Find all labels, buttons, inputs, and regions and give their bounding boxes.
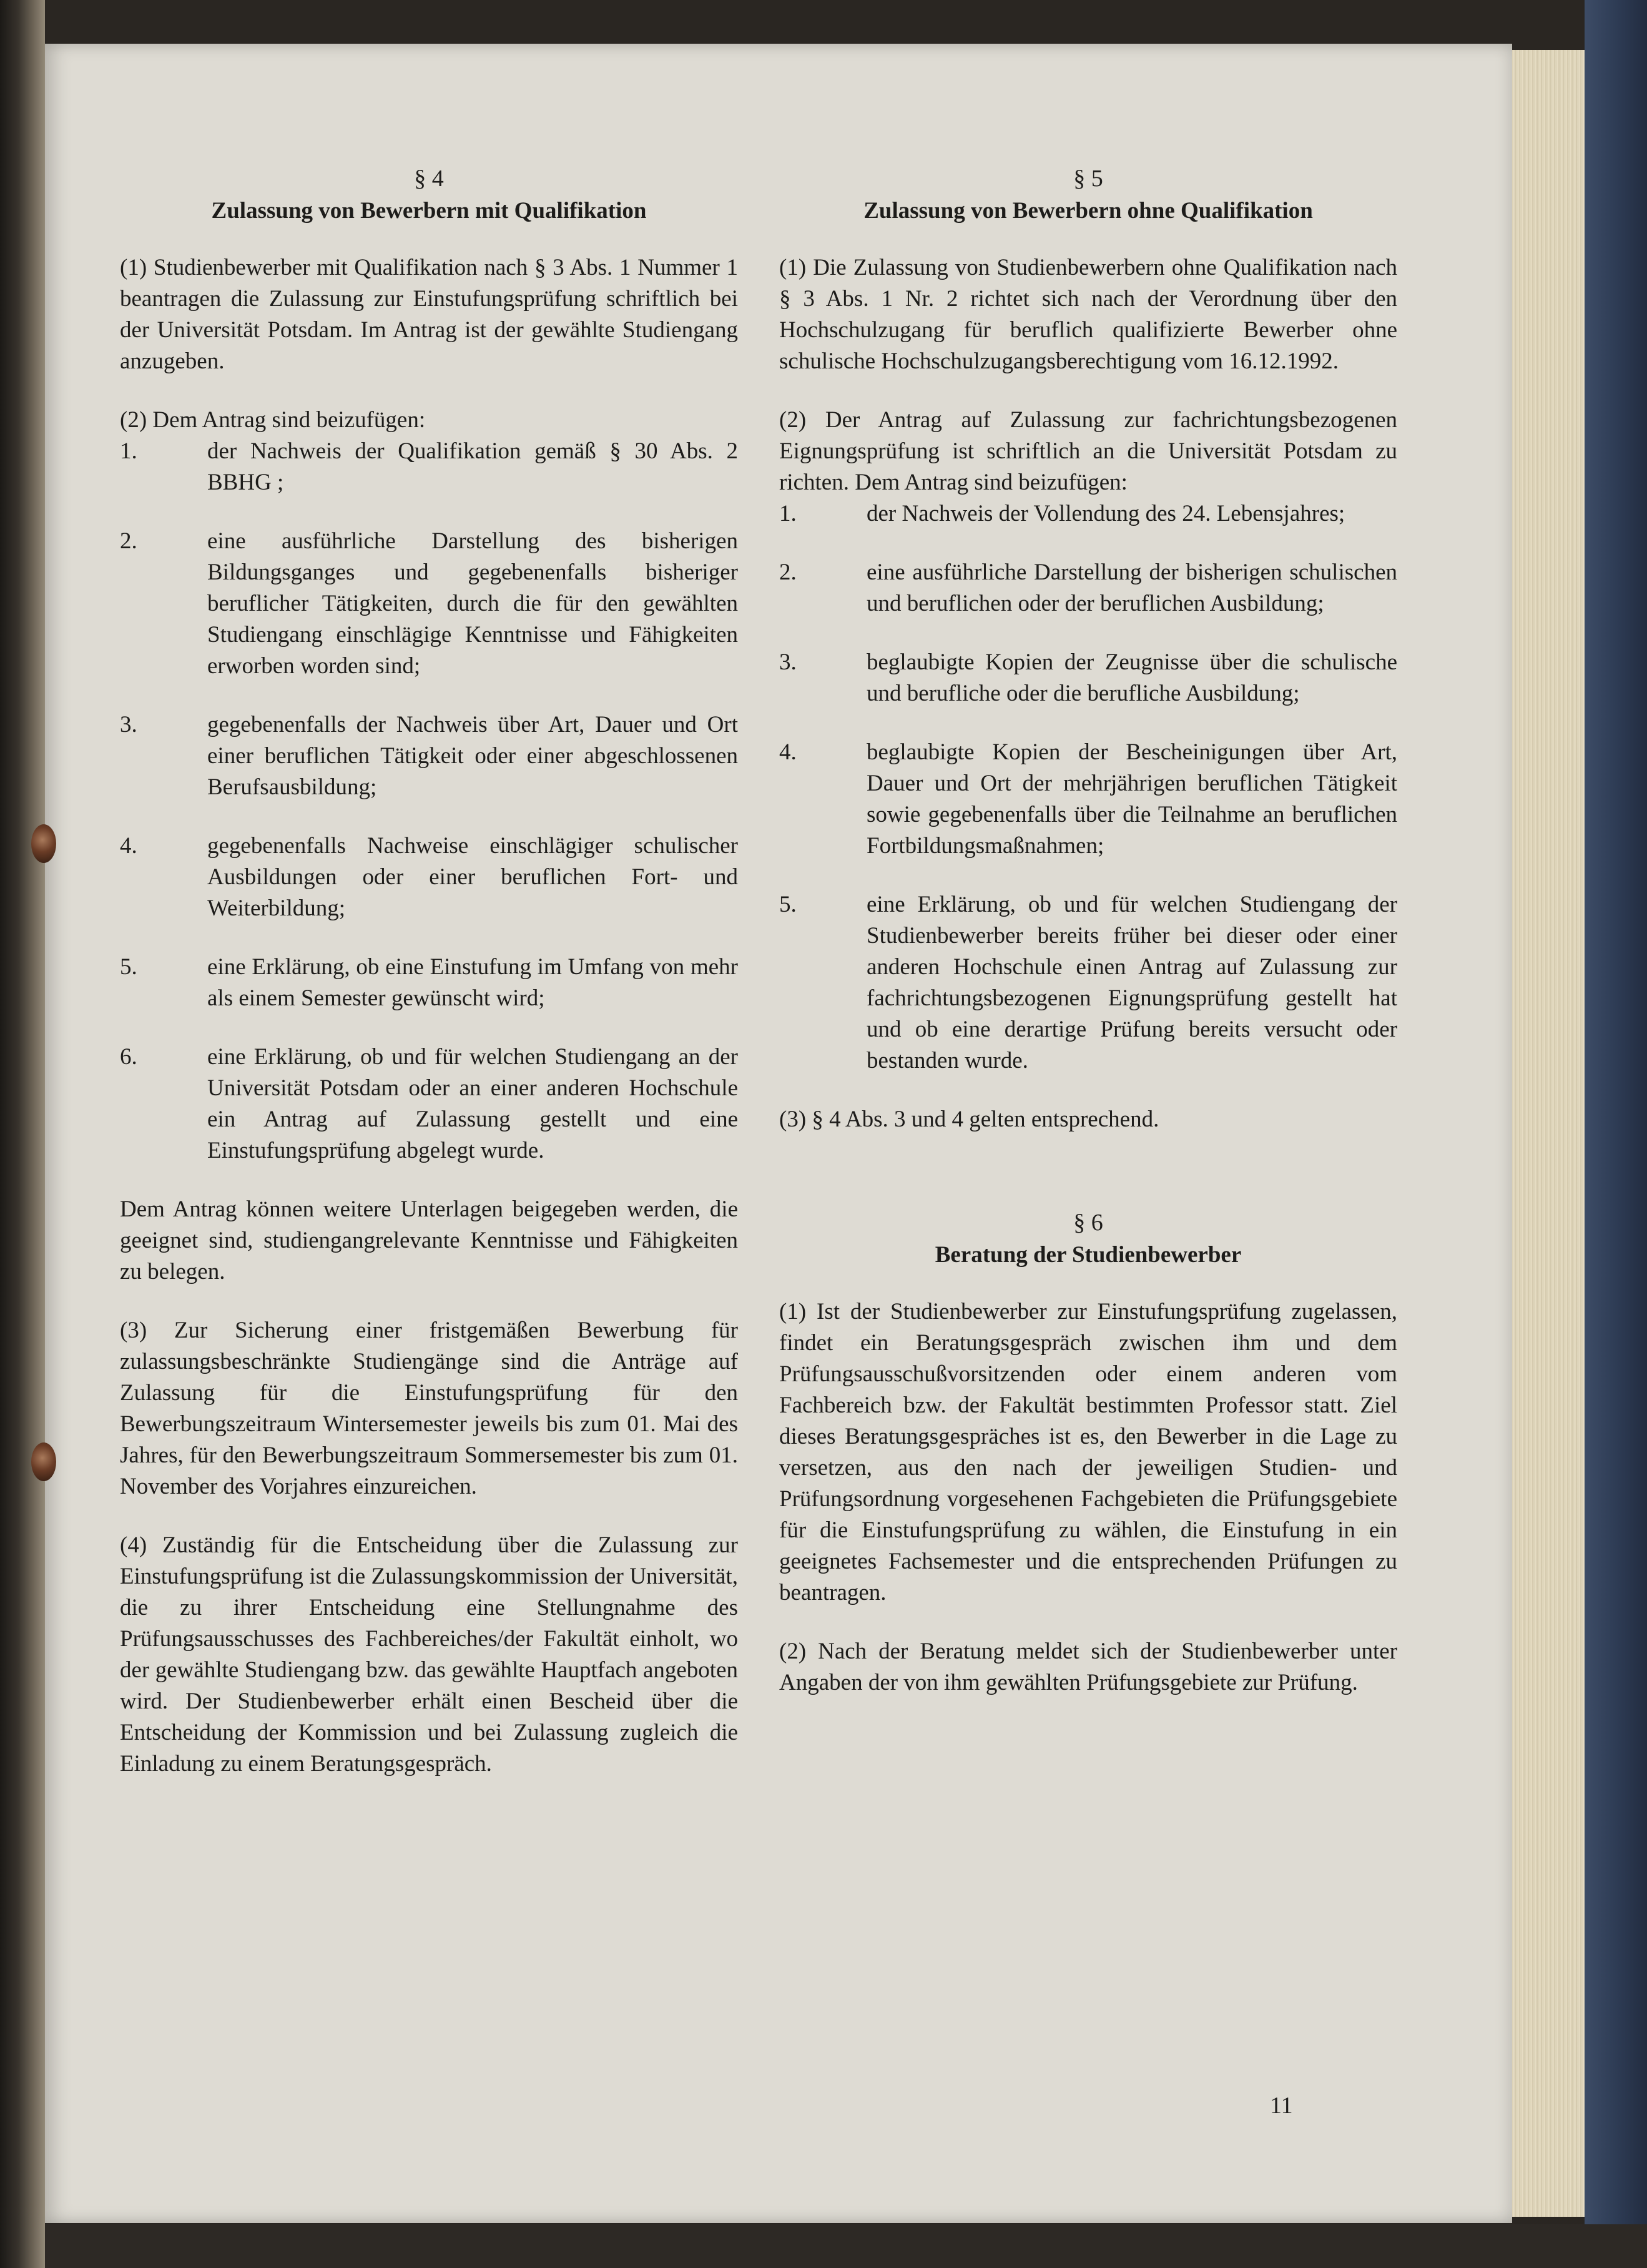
list-item-number: 4.	[120, 833, 137, 859]
list-item-number: 2.	[120, 528, 137, 554]
page-edges	[1512, 50, 1587, 2217]
list-item	[120, 436, 738, 498]
paragraph: (4) Zuständig für die Entscheidung über die Zulassung zur Einstufungsprüfung ist die Zulassungskommission der Universität, die zu ihrer Entscheidung eine Stellungnahme des Prüfungsausschusses des Fachbereiches/der Fakultät einholt, wo der gewählte Studiengang bzw. das gewählte Hauptfach angeboten wird. Der Studienbewerber erhält einen Bescheid über die Entscheidung der Kommission und bei Zulassung zugleich die Einladung zu einem Beratungsgespräch.	[120, 1532, 738, 1777]
list-item-text: beglaubigte Kopien der Zeugnisse über die schulische und berufliche oder die berufliche Ausbildung;	[867, 649, 1397, 706]
section-spacer	[779, 1163, 1397, 1206]
left-column	[120, 162, 738, 1807]
book-bottom-edge	[45, 2224, 1647, 2268]
paragraph: (1) Ist der Studienbewerber zur Einstufungsprüfung zugelassen, findet ein Beratungsgespräch zwischen ihm und dem Prüfungsausschußvorsitzenden oder einem anderen vom Fachbereich bzw. der Fakultät bestimmten Professor statt. Ziel dieses Beratungsgespräches ist es, den Bewerber in die Lage zu versetzen, aus den nach der jeweiligen Studien- und Prüfungsordnung vorgesehenen Fachgebieten die Prüfungsgebiete für die Einstufungsprüfung zu wählen, die Einstufung in ein geeignetes Fachsemester und die entsprechenden Prüfungen zu beantragen.	[779, 1299, 1397, 1605]
list-item-text: eine ausführliche Darstellung der bisherigen schulischen und beruflichen oder der beruflichen Ausbildung;	[867, 560, 1397, 616]
paragraph: (2) Dem Antrag sind beizufügen:	[120, 407, 426, 433]
list-item	[779, 557, 1397, 619]
section-title: Zulassung von Bewerbern mit Qualifikation	[211, 198, 647, 224]
list-item-number: 1.	[779, 501, 797, 526]
list-item-number: 1.	[120, 438, 137, 464]
section-number: § 6	[1073, 1210, 1103, 1236]
list-item-number: 3.	[779, 649, 797, 675]
binder-ring-hole	[31, 824, 56, 863]
list-item	[779, 647, 1397, 709]
list-item-text: eine Erklärung, ob und für welchen Studiengang der Studienbewerber bereits früher bei dieser oder einer anderen Hochschule einen Antrag auf Zulassung zur fachrichtungsbezogenen Eignungsprüfung gestellt hat und ob eine derartige Prüfung bereits versucht oder bestanden wurde.	[867, 892, 1397, 1073]
list-item-text: der Nachweis der Vollendung des 24. Lebensjahres;	[867, 501, 1345, 526]
list-item-number: 5.	[120, 954, 137, 980]
list-item-text: beglaubigte Kopien der Bescheinigungen über Art, Dauer und Ort der mehrjährigen beruflichen Tätigkeit sowie gegebenenfalls über die Teilnahme an beruflichen Fortbildungsmaßnahmen;	[867, 739, 1397, 859]
paragraph: (2) Nach der Beratung meldet sich der Studienbewerber unter Angaben der von ihm gewählten Prüfungsgebiete zur Prüfung.	[779, 1639, 1397, 1695]
section-number: § 4	[414, 165, 444, 192]
paragraph: (3) § 4 Abs. 3 und 4 gelten entsprechend.	[779, 1107, 1159, 1132]
section-title: Beratung der Studienbewerber	[935, 1242, 1242, 1268]
book-cover-right	[1585, 0, 1647, 2268]
list-item	[779, 737, 1397, 862]
document-page	[45, 44, 1512, 2223]
list-item-text: der Nachweis der Qualifikation gemäß § 30 Abs. 2 BBHG ;	[207, 438, 738, 495]
paragraph: (1) Studienbewerber mit Qualifikation nach § 3 Abs. 1 Nummer 1 beantragen die Zulassung zur Einstufungsprüfung schriftlich bei der Universität Potsdam. Im Antrag ist der gewählte Studiengang anzugeben.	[120, 255, 738, 374]
binder-ring-hole	[31, 1442, 56, 1481]
list-item-text: eine Erklärung, ob eine Einstufung im Umfang von mehr als einem Semester gewünscht wird;	[207, 954, 738, 1011]
list-item	[120, 1042, 738, 1166]
paragraph: (2) Der Antrag auf Zulassung zur fachrichtungsbezogenen Eignungsprüfung ist schriftlich an die Universität Potsdam zu richten. Dem Antrag sind beizufügen:	[779, 407, 1397, 495]
right-column	[779, 162, 1397, 1726]
paragraph: (3) Zur Sicherung einer fristgemäßen Bewerbung für zulassungsbeschränkte Studiengänge sind die Anträge auf Zulassung für die Einstufungsprüfung für den Bewerbungszeitraum Wintersemester jeweils bis zum 01. Mai des Jahres, für den Bewerbungszeitraum Sommersemester bis zum 01. November des Vorjahres einzureichen.	[120, 1318, 738, 1499]
paragraph: Dem Antrag können weitere Unterlagen beigegeben werden, die geeignet sind, studiengangrelevante Kenntnisse und Fähigkeiten zu belegen.	[120, 1196, 738, 1284]
list-item-text: eine Erklärung, ob und für welchen Studiengang an der Universität Potsdam oder an einer anderen Hochschule ein Antrag auf Zulassung gestellt und eine Einstufungsprüfung abgelegt wurde.	[207, 1044, 738, 1163]
list-item	[120, 952, 738, 1014]
list-item	[120, 709, 738, 803]
book-binding-left	[0, 0, 45, 2268]
list-item	[120, 526, 738, 682]
paragraph: (1) Die Zulassung von Studienbewerbern ohne Qualifikation nach § 3 Abs. 1 Nr. 2 richtet sich nach der Verordnung über den Hochschulzugang für beruflich qualifizierte Bewerber ohne schulische Hochschulzugangsberechtigung vom 16.12.1992.	[779, 255, 1397, 374]
list-item-number: 3.	[120, 712, 137, 737]
list-item-text: eine ausführliche Darstellung des bisherigen Bildungsganges und gegebenenfalls bisheriger beruflicher Tätigkeiten, durch die für den gewählten Studiengang einschlägige Kenntnisse und Fähigkeiten erworben worden sind;	[207, 528, 738, 679]
list-item	[120, 831, 738, 924]
list-item-number: 6.	[120, 1044, 137, 1070]
section-title: Zulassung von Bewerbern ohne Qualifikation	[863, 198, 1313, 224]
list-item-number: 5.	[779, 892, 797, 917]
list-item-number: 2.	[779, 560, 797, 585]
page-number: 11	[1270, 2093, 1293, 2119]
list-item-text: gegebenenfalls der Nachweis über Art, Dauer und Ort einer beruflichen Tätigkeit oder einer abgeschlossenen Berufsausbildung;	[207, 712, 738, 800]
list-item	[779, 889, 1397, 1077]
list-item-text: gegebenenfalls Nachweise einschlägiger schulischer Ausbildungen oder einer beruflichen Fort- und Weiterbildung;	[207, 833, 738, 921]
section-number: § 5	[1073, 165, 1103, 192]
list-item-number: 4.	[779, 739, 797, 765]
list-item	[779, 498, 1397, 530]
